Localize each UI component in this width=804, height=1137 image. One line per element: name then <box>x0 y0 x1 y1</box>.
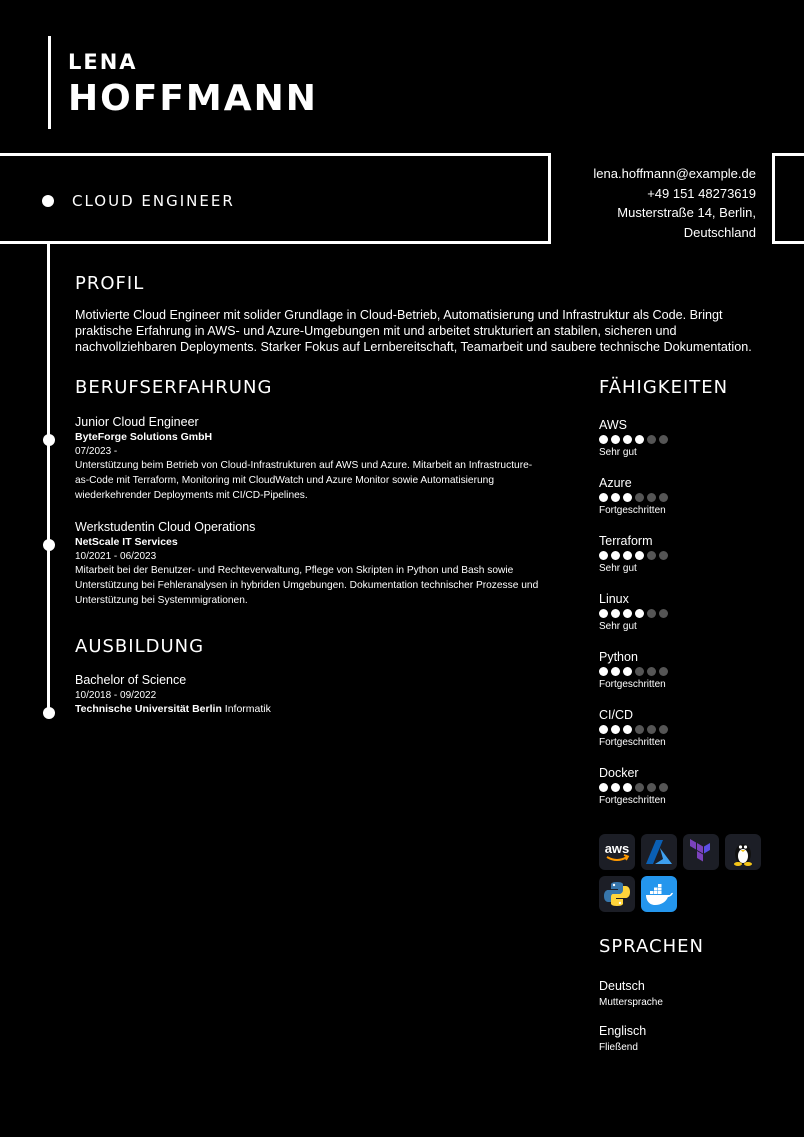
rating-dot-filled <box>623 435 632 444</box>
job-entry-2 <box>75 520 545 608</box>
timeline-dot-education <box>43 707 55 719</box>
profile-text: Motivierte Cloud Engineer mit solider Grundlage in Cloud-Betrieb, Automatisierung und Infrastruktur als Code. Bringt praktische Erfahrung in AWS- und Azure-Umgebungen mit und arbeitet strukturiert an stabilen, sicheren und nachvollziehbaren Deployments. Starker Fokus auf Lernbereitschaft, Teamarbeit und saubere technische Dokumentation. <box>75 308 752 354</box>
skill-item <box>599 708 668 766</box>
education-degree: Bachelor of Science <box>75 673 187 687</box>
first-name: LENA <box>68 50 138 74</box>
rating-dot-filled <box>599 667 608 676</box>
rating-dot-filled <box>599 609 608 618</box>
languages-heading: SPRACHEN <box>599 936 704 957</box>
contact-address-line2: Deutschland <box>683 224 756 240</box>
rating-dot-filled <box>599 435 608 444</box>
skill-name: Linux <box>599 592 629 606</box>
rating-dot-filled <box>611 493 620 502</box>
rating-dot-filled <box>599 725 608 734</box>
rating-dot-filled <box>611 435 620 444</box>
skill-rating <box>599 667 668 676</box>
rating-dot-filled <box>623 609 632 618</box>
logo-row-2 <box>599 876 677 912</box>
rating-dot-filled <box>599 551 608 560</box>
language-2-level: Fließend <box>599 1042 638 1053</box>
skill-name: AWS <box>599 418 628 432</box>
rating-dot-filled <box>635 551 644 560</box>
title-bullet <box>42 195 54 207</box>
rating-dot-filled <box>611 783 620 792</box>
language-1-level: Muttersprache <box>599 997 663 1008</box>
skill-rating <box>599 493 668 502</box>
job-2-company: NetScale IT Services <box>75 536 178 548</box>
rating-dot-empty <box>647 551 656 560</box>
rating-dot-empty <box>659 551 668 560</box>
skill-level: Sehr gut <box>599 621 637 632</box>
timeline-line <box>47 244 50 714</box>
rating-dot-empty <box>635 783 644 792</box>
rating-dot-empty <box>659 725 668 734</box>
timeline-dot-job-2 <box>43 539 55 551</box>
rating-dot-filled <box>635 435 644 444</box>
skill-rating <box>599 725 668 734</box>
skill-item <box>599 592 668 650</box>
name-accent-bar <box>48 36 51 129</box>
rating-dot-empty <box>647 667 656 676</box>
education-field: Informatik <box>224 703 271 715</box>
contact-block <box>556 164 756 242</box>
logo-row-1 <box>599 834 761 870</box>
job-1-company: ByteForge Solutions GmbH <box>75 431 213 443</box>
skill-name: CI/CD <box>599 708 634 722</box>
skill-level: Fortgeschritten <box>599 679 666 690</box>
terraform-logo-icon <box>683 834 719 870</box>
education-entry <box>75 673 271 715</box>
skill-name: Terraform <box>599 534 653 548</box>
rating-dot-filled <box>611 609 620 618</box>
education-date: 10/2018 - 09/2022 <box>75 690 157 701</box>
skill-name: Docker <box>599 766 639 780</box>
rating-dot-filled <box>599 783 608 792</box>
education-school: Technische Universität Berlin <box>75 703 222 715</box>
rating-dot-filled <box>623 551 632 560</box>
rating-dot-filled <box>611 551 620 560</box>
education-school-line <box>75 703 271 715</box>
skill-name: Python <box>599 650 638 664</box>
skill-item <box>599 476 668 534</box>
language-1-name: Deutsch <box>599 979 645 993</box>
rating-dot-empty <box>659 493 668 502</box>
skill-level: Fortgeschritten <box>599 737 666 748</box>
rating-dot-filled <box>611 725 620 734</box>
skill-rating <box>599 551 668 560</box>
language-2-name: Englisch <box>599 1024 647 1038</box>
rating-dot-empty <box>659 783 668 792</box>
job-2-date: 10/2021 - 06/2023 <box>75 551 157 562</box>
rating-dot-empty <box>647 783 656 792</box>
profile-heading: PROFIL <box>75 273 145 294</box>
skills-list <box>599 418 668 824</box>
skill-item <box>599 650 668 708</box>
job-1-title: Junior Cloud Engineer <box>75 415 199 429</box>
skill-level: Fortgeschritten <box>599 795 666 806</box>
skills-heading: FÄHIGKEITEN <box>599 377 729 398</box>
skill-rating <box>599 609 668 618</box>
contact-email[interactable]: lena.hoffmann@example.de <box>593 166 756 181</box>
rating-dot-empty <box>659 667 668 676</box>
language-entry-1 <box>599 979 663 1008</box>
aws-logo-icon <box>599 834 635 870</box>
rating-dot-empty <box>659 609 668 618</box>
rating-dot-empty <box>647 493 656 502</box>
skill-level: Fortgeschritten <box>599 505 666 516</box>
rating-dot-empty <box>635 667 644 676</box>
job-entry-1 <box>75 415 545 503</box>
skill-rating <box>599 783 668 792</box>
skill-item <box>599 418 668 476</box>
rating-dot-empty <box>635 493 644 502</box>
rating-dot-filled <box>623 667 632 676</box>
language-entry-2 <box>599 1024 646 1053</box>
contact-address-line1: Musterstraße 14, Berlin, <box>617 205 756 220</box>
rating-dot-filled <box>611 667 620 676</box>
job-1-description: Unterstützung beim Betrieb von Cloud-Infrastrukturen auf AWS und Azure. Mitarbeit an Infrastructure-as-Code mit Terraform, Monitoring mit CloudWatch und Azure Monitor sowie Automatisierung wiederkehrender Deployments mit CI/CD-Pipelines. <box>75 460 533 501</box>
job-title: CLOUD ENGINEER <box>72 192 235 210</box>
job-2-title: Werkstudentin Cloud Operations <box>75 520 256 534</box>
education-heading: AUSBILDUNG <box>75 636 205 657</box>
skill-level: Sehr gut <box>599 447 637 458</box>
skill-rating <box>599 435 668 444</box>
rating-dot-empty <box>635 725 644 734</box>
rating-dot-filled <box>623 725 632 734</box>
rating-dot-filled <box>623 783 632 792</box>
rating-dot-empty <box>647 609 656 618</box>
python-logo-icon <box>599 876 635 912</box>
skill-level: Sehr gut <box>599 563 637 574</box>
skill-item <box>599 766 668 824</box>
job-2-description: Mitarbeit bei der Benutzer- und Rechteverwaltung, Pflege von Skripten in Python und Bash sowie Unterstützung bei Fehleranalysen in hybriden Umgebungen. Dokumentation technischer Prozesse und Unterstützung bei Systemmigrationen. <box>75 565 539 606</box>
experience-heading: BERUFSERFAHRUNG <box>75 377 273 398</box>
contact-phone[interactable]: +49 151 48273619 <box>647 185 756 201</box>
linux-logo-icon <box>725 834 761 870</box>
rating-dot-filled <box>635 609 644 618</box>
timeline-dot-job-1 <box>43 434 55 446</box>
rating-dot-empty <box>647 435 656 444</box>
contact-frame-edge <box>772 153 804 244</box>
rating-dot-empty <box>659 435 668 444</box>
last-name: HOFFMANN <box>68 78 318 119</box>
job-1-date: 07/2023 - <box>75 446 118 457</box>
skill-name: Azure <box>599 476 632 490</box>
rating-dot-filled <box>599 493 608 502</box>
rating-dot-empty <box>647 725 656 734</box>
docker-logo-icon <box>641 876 677 912</box>
aws-logo-text: aws <box>604 841 630 856</box>
azure-logo-icon <box>641 834 677 870</box>
rating-dot-filled <box>623 493 632 502</box>
skill-item <box>599 534 668 592</box>
